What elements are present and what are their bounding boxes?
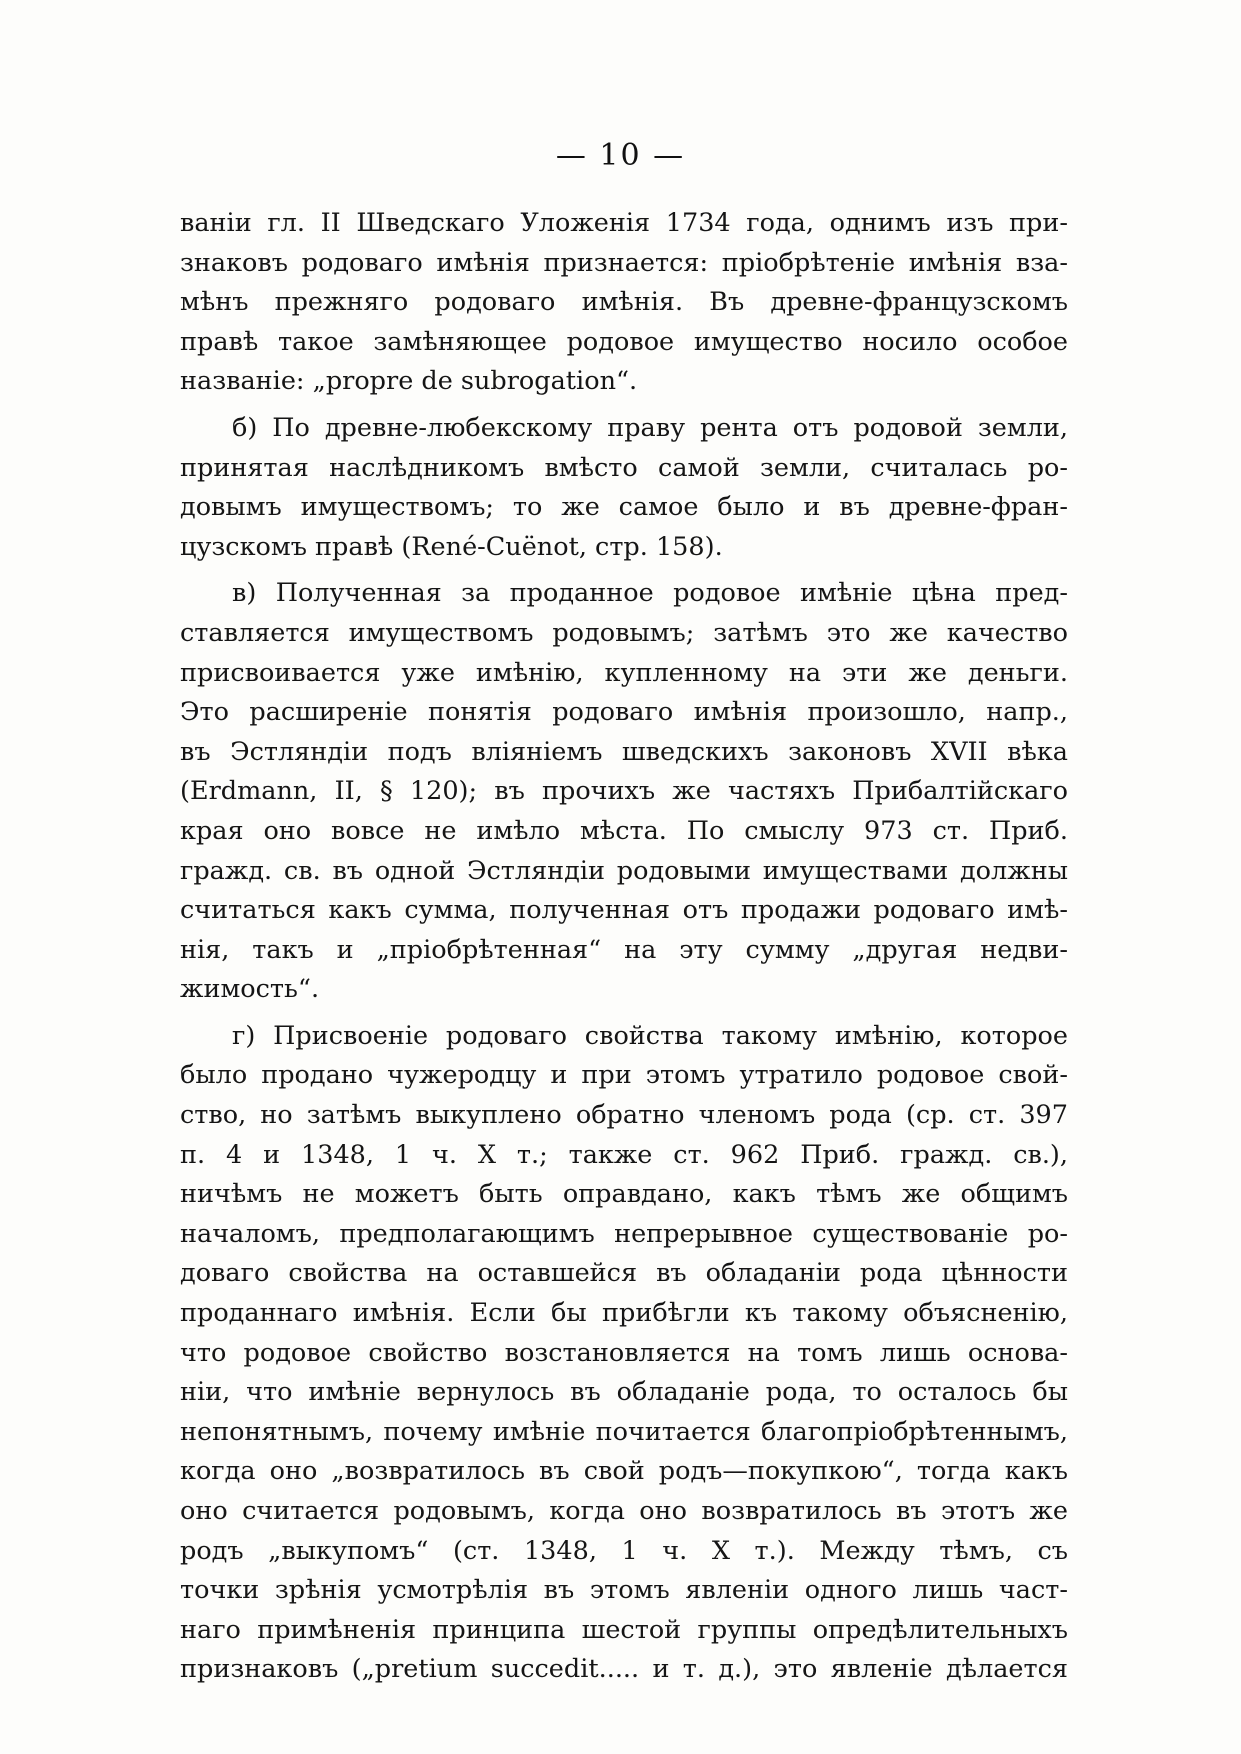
text-line: нія, такъ и „пріобрѣтенная“ на эту сумму „другая недви-: [180, 934, 1068, 965]
text-line: признаковъ („pretium succedit..... и т. д.), это явленіе дѣлается: [180, 1654, 1068, 1685]
text-line: названіе: „propre de subrogation“.: [180, 366, 638, 397]
text-line: жимость“.: [180, 974, 320, 1005]
text-line: доваго свойства на оставшейся въ обладаніи рода цѣнности: [180, 1258, 1068, 1289]
text-line: проданнаго имѣнія. Если бы прибѣгли къ такому объясненію,: [180, 1298, 1068, 1329]
text-line: правѣ такое замѣняющее родовое имущество носило особое: [180, 326, 1068, 357]
text-line: наго примѣненія принципа шестой группы опредѣлительныхъ: [180, 1614, 1068, 1645]
paragraph-1: [180, 204, 1068, 402]
text-line: родъ „выкупомъ“ (ст. 1348, 1 ч. X т.). Между тѣмъ, съ: [180, 1535, 1068, 1566]
text-line: началомъ, предполагающимъ непрерывное существованіе ро-: [180, 1218, 1068, 1249]
text-line: было продано чужеродцу и при этомъ утратило родовое свой-: [180, 1060, 1068, 1091]
text-line: въ Эстляндіи подъ вліяніемъ шведскихъ законовъ XVII вѣка: [180, 736, 1068, 767]
text-line: гражд. св. въ одной Эстляндіи родовыми имуществами должны: [180, 855, 1068, 886]
text-line: г) Присвоеніе родоваго свойства такому имѣнію, которое: [232, 1020, 1068, 1051]
text-line: ніи, что имѣніе вернулось въ обладаніе рода, то осталось бы: [180, 1377, 1068, 1408]
text-line: довымъ имуществомъ; то же самое было и въ древне-фран-: [180, 492, 1068, 523]
text-line: когда оно „возвратилось въ свой родъ—покупкою“, тогда какъ: [180, 1456, 1068, 1487]
text-line: (Erdmann, II, § 120); въ прочихъ же частяхъ Прибалтійскаго: [180, 776, 1068, 807]
text-line: точки зрѣнія усмотрѣлія въ этомъ явленіи одного лишь част-: [180, 1575, 1068, 1606]
page-number: — 10 —: [555, 138, 686, 173]
text-line: п. 4 и 1348, 1 ч. X т.; также ст. 962 Приб. гражд. св.),: [180, 1139, 1068, 1170]
text-line: мѣнъ прежняго родоваго имѣнія. Въ древне-французскомъ: [180, 287, 1068, 318]
text-line: оно считается родовымъ, когда оно возвратилось въ этотъ же: [180, 1496, 1068, 1526]
text-line: ство, но затѣмъ выкуплено обратно членомъ рода (ср. ст. 397: [180, 1100, 1068, 1131]
text-line: Это расширеніе понятія родоваго имѣнія произошло, напр.,: [180, 697, 1068, 728]
text-line: знаковъ родоваго имѣнія признается: пріобрѣтеніе имѣнія вза-: [180, 247, 1068, 278]
paragraph-b: [180, 409, 1068, 567]
text-line: цузскомъ правѣ (René-Cuënot, стр. 158).: [180, 531, 723, 562]
text-line: б) По древне-любекскому праву рента отъ родовой земли,: [232, 412, 1068, 443]
text-line: ваніи гл. II Шведскаго Уложенія 1734 года, однимъ изъ при-: [180, 208, 1068, 238]
text-line: принятая наслѣдникомъ вмѣсто самой земли, считалась ро-: [180, 452, 1068, 483]
text-line: непонятнымъ, почему имѣніе почитается благопріобрѣтеннымъ,: [180, 1416, 1068, 1447]
text-line: ничѣмъ не можетъ быть оправдано, какъ тѣмъ же общимъ: [180, 1179, 1068, 1210]
paragraph-g: [180, 1017, 1068, 1690]
body-text: [180, 204, 1068, 1690]
text-line: считаться какъ сумма, полученная отъ продажи родоваго имѣ-: [180, 895, 1068, 926]
text-line: края оно вовсе не имѣло мѣста. По смыслу 973 ст. Приб.: [180, 815, 1068, 846]
paragraph-v: [180, 574, 1068, 1010]
text-line: присвоивается уже имѣнію, купленному на эти же деньги.: [180, 657, 1068, 688]
text-line: ставляется имуществомъ родовымъ; затѣмъ это же качество: [180, 617, 1068, 648]
text-line: что родовое свойство возстановляется на томъ лишь основа-: [180, 1337, 1068, 1368]
text-line: в) Полученная за проданное родовое имѣніе цѣна пред-: [232, 578, 1068, 609]
